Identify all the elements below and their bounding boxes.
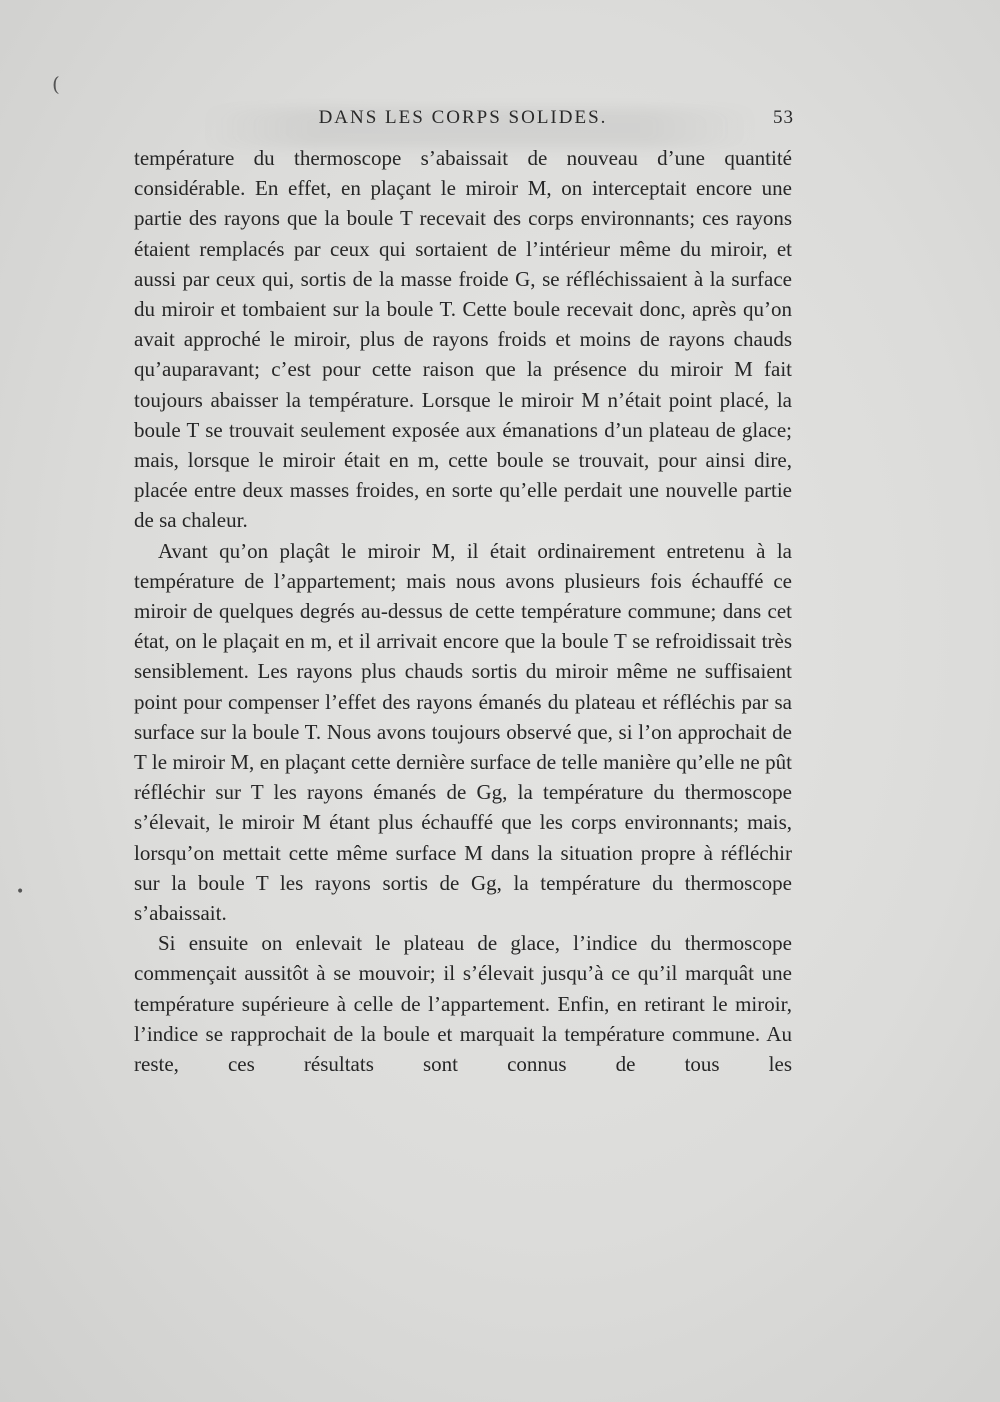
paragraph: température du thermoscope s’abaissait de nouveau d’une quantité considérable. En effet, en plaçant le miroir M, on interceptait encore une partie des rayons que la boule T recevait des corps environnants; ces rayons étaient remplacés par ceux qui sortaient de l’intérieur même du miroir, et aussi par ceux qui, sortis de la masse froide G, se réfléchissaient à la surface du miroir et tombaient sur la boule T. Cette boule recevait donc, après qu’on avait approché le miroir, plus de rayons froids et moins de rayons chauds qu’auparavant; c’est pour cette raison que la présence du miroir M fait toujours abaisser la température. Lorsque le miroir M n’était point placé, la boule T se trouvait seulement exposée aux émanations d’un plateau de glace; mais, lorsque le miroir était en m, cette boule se trouvait, pour ainsi dire, placée entre deux masses froides, en sorte qu’elle perdait une nouvelle partie de sa chaleur. xyxy=(134,146,792,533)
body-text xyxy=(134,143,792,1079)
page-number: 53 xyxy=(773,107,794,128)
ink-speck: • xyxy=(16,884,25,900)
running-title: DANS LES CORPS SOLIDES. xyxy=(318,107,608,128)
paragraph: Si ensuite on enlevait le plateau de glace, l’indice du thermoscope commençait aussitôt à se mouvoir; il s’élevait jusqu’à ce qu’il marquât une température supérieure à celle de l’appartement. Enfin, en retirant le miroir, l’indice se rapprochait de la boule et marquait la température commune. Au reste, ces résultats sont connus de tous les xyxy=(134,931,792,1077)
paragraph: Avant qu’on plaçât le miroir M, il était ordinairement entretenu à la température de l’appartement; mais nous avons plusieurs fois échauffé ce miroir de quelques degrés au-dessus de cette température commune; dans cet état, on le plaçait en m, et il arrivait encore que la boule T se refroidissait très sensiblement. Les rayons plus chauds sortis du miroir même ne suffisaient point pour compenser l’effet des rayons émanés du plateau et réfléchis par sa surface sur la boule T. Nous avons toujours observé que, si l’on approchait de T le miroir M, en plaçant cette dernière surface de telle manière qu’elle ne pût réfléchir sur T les rayons émanés de Gg, la température du thermoscope s’élevait, le miroir M étant plus échauffé que les corps environnants; mais, lorsqu’on mettait cette même surface M dans la situation propre à réfléchir sur la boule T les rayons sortis de Gg, la température du thermoscope s’abaissait. xyxy=(134,538,792,926)
pencil-mark: ( xyxy=(52,72,60,96)
running-head xyxy=(130,107,796,137)
